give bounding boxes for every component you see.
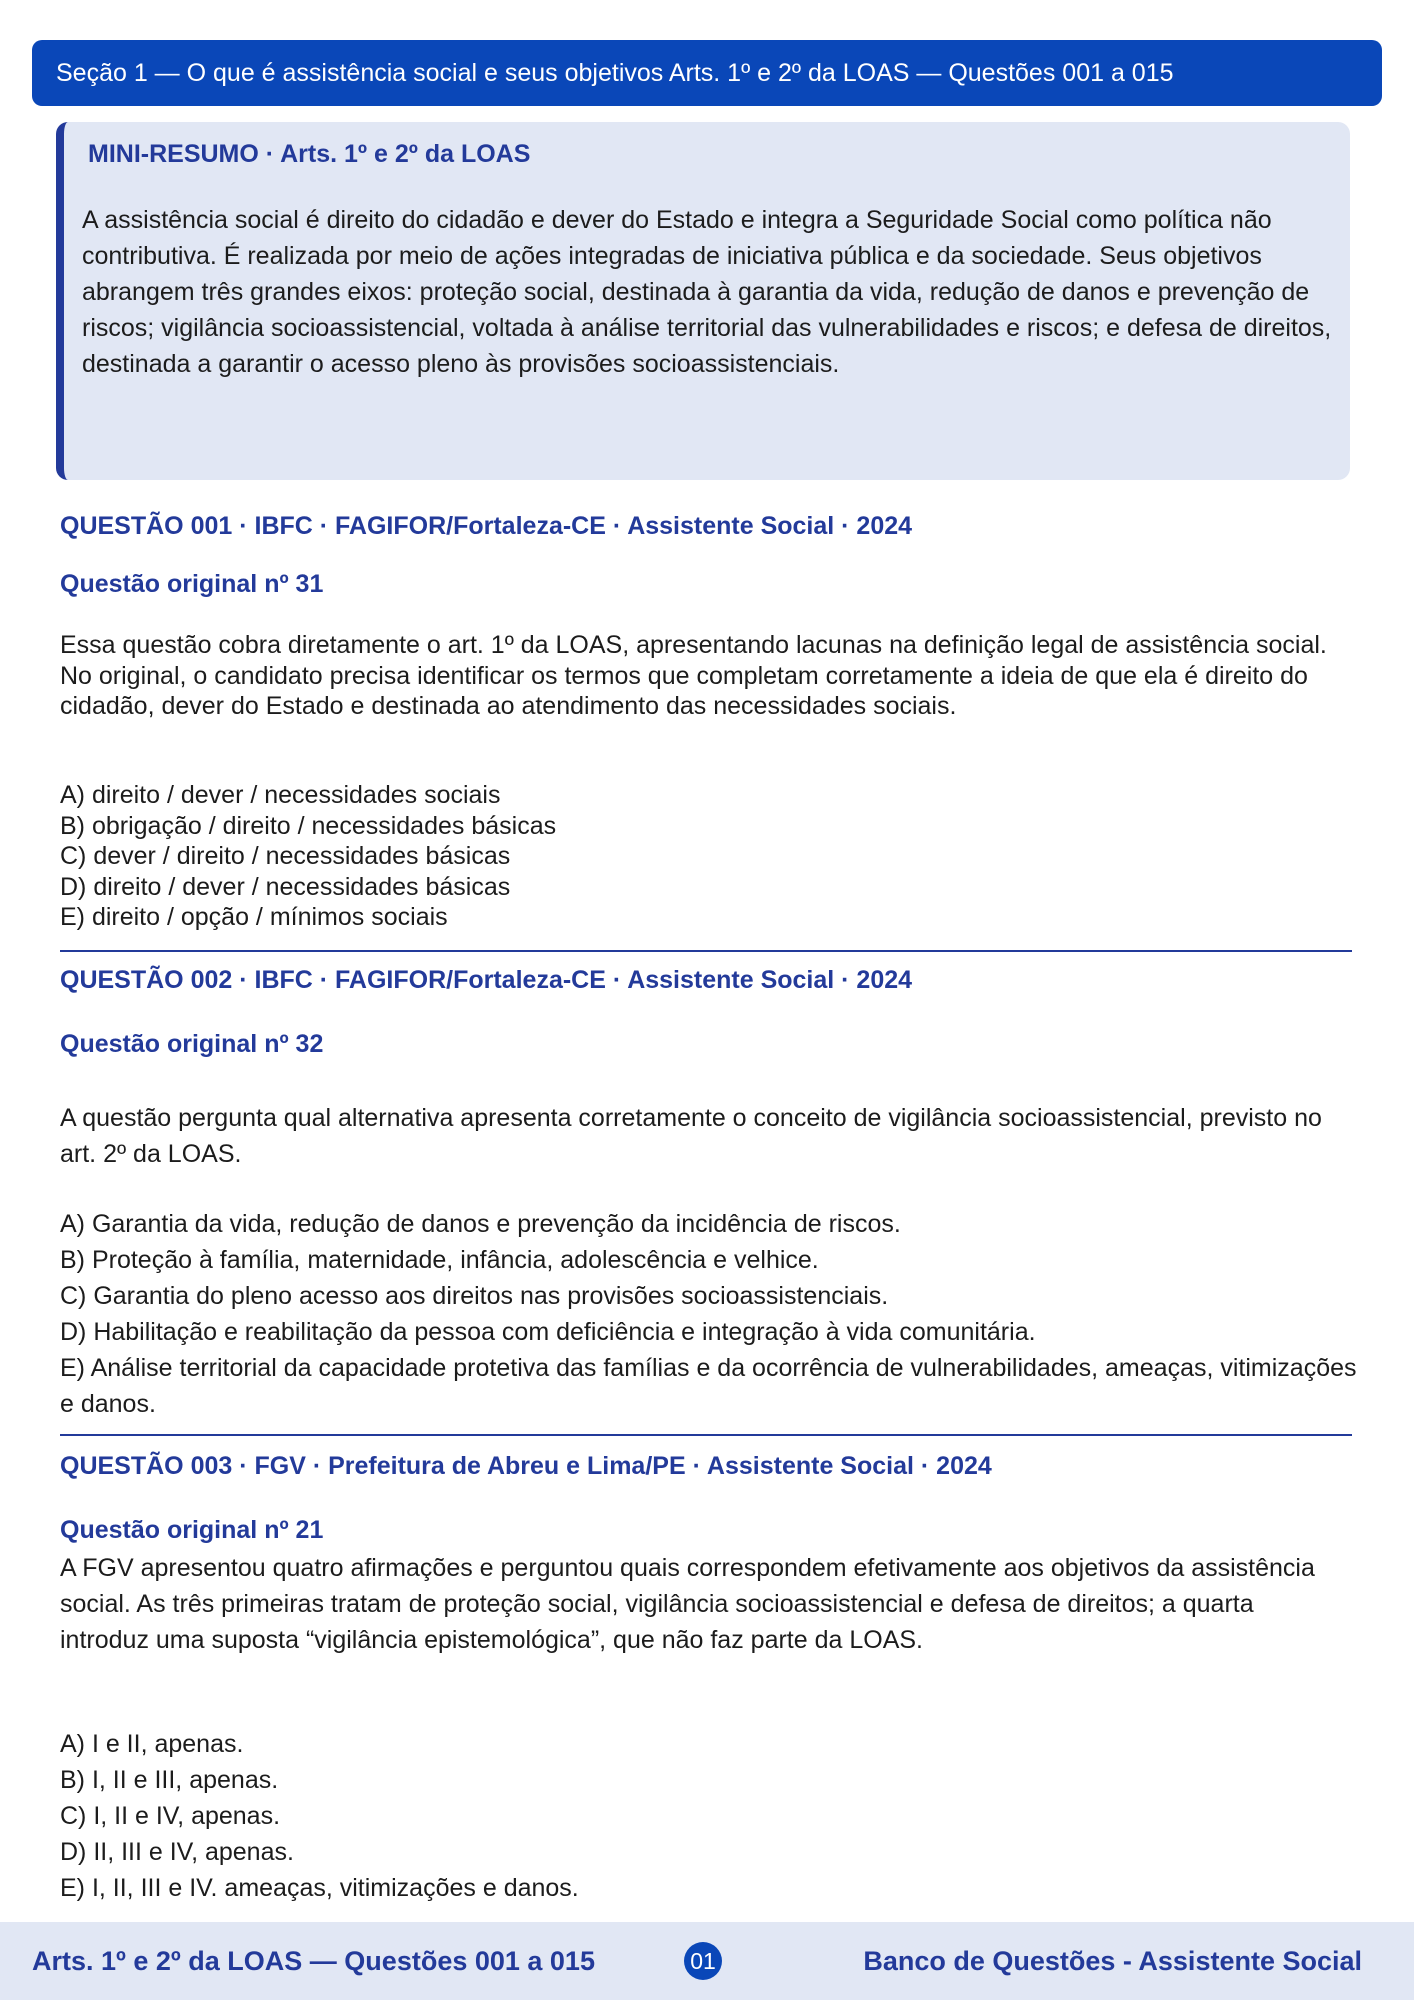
option-c: C) Garantia do pleno acesso aos direitos nas provisões socioassistenciais. xyxy=(60,1282,889,1310)
summary-title: MINI-RESUMO · Arts. 1º e 2º da LOAS xyxy=(88,140,531,168)
option-c: C) dever / direito / necessidades básicas xyxy=(60,842,511,870)
option-b: B) I, II e III, apenas. xyxy=(60,1766,279,1794)
question-001-text: Essa questão cobra diretamente o art. 1º da LOAS, apresentando lacunas na definição legal de assistência social. No original, o candidato precisa identificar os termos que completam corretamente a ideia de que ela é direito do cidadão, dever do Estado e destinada ao atendimento das necessidades sociais. xyxy=(60,631,1327,720)
option-e: E) Análise territorial da capacidade protetiva das famílias e da ocorrência de vulnerabilidades, ameaças, vitimizações e danos. xyxy=(60,1354,1357,1418)
question-divider xyxy=(60,950,1352,952)
question-003-original: Questão original nº 21 xyxy=(60,1516,324,1544)
option-a: A) I e II, apenas. xyxy=(60,1730,244,1758)
mini-summary-box xyxy=(56,122,1350,480)
question-002-title: QUESTÃO 002 · IBFC · FAGIFOR/Fortaleza-CE · Assistente Social · 2024 xyxy=(60,966,913,994)
option-d: D) II, III e IV, apenas. xyxy=(60,1838,294,1866)
question-003-options xyxy=(60,1726,1360,1906)
option-e: E) direito / opção / mínimos sociais xyxy=(60,903,448,931)
question-002-text: A questão pergunta qual alternativa apresenta corretamente o conceito de vigilância socioassistencial, previsto no art. 2º da LOAS. xyxy=(60,1104,1322,1168)
option-b: B) Proteção à família, maternidade, infância, adolescência e velhice. xyxy=(60,1246,819,1274)
option-a: A) direito / dever / necessidades sociais xyxy=(60,781,501,809)
question-003-text: A FGV apresentou quatro afirmações e perguntou quais correspondem efetivamente aos objetivos da assistência social. As três primeiras tratam de proteção social, vigilância socioassistencial e defesa de direitos; a quarta introduz uma suposta “vigilância epistemológica”, que não faz parte da LOAS. xyxy=(60,1554,1315,1654)
footer-book-title: Banco de Questões - Assistente Social xyxy=(863,1946,1362,1976)
option-e: E) I, II, III e IV. ameaças, vitimizações e danos. xyxy=(60,1874,579,1902)
option-b: B) obrigação / direito / necessidades básicas xyxy=(60,811,557,840)
question-divider xyxy=(60,1434,1352,1436)
section-header: Seção 1 — O que é assistência social e seus objetivos Arts. 1º e 2º da LOAS — Questões 001 a 015 xyxy=(32,40,1382,106)
footer-section-label: Arts. 1º e 2º da LOAS — Questões 001 a 015 xyxy=(32,1946,595,1976)
question-002-options xyxy=(60,1206,1360,1422)
option-c: C) I, II e IV, apenas. xyxy=(60,1802,281,1830)
page-footer xyxy=(0,1922,1414,2000)
question-001-original: Questão original nº 31 xyxy=(60,570,324,598)
option-d: D) direito / dever / necessidades básicas xyxy=(60,872,511,901)
question-001-title: QUESTÃO 001 · IBFC · FAGIFOR/Fortaleza-CE · Assistente Social · 2024 xyxy=(60,512,913,540)
question-001-options xyxy=(60,780,1360,933)
option-d: D) Habilitação e reabilitação da pessoa com deficiência e integração à vida comunitária. xyxy=(60,1318,1036,1346)
question-003-title: QUESTÃO 003 · FGV · Prefeitura de Abreu e Lima/PE · Assistente Social · 2024 xyxy=(60,1452,992,1480)
option-a: A) Garantia da vida, redução de danos e prevenção da incidência de riscos. xyxy=(60,1210,901,1238)
summary-body: A assistência social é direito do cidadão e dever do Estado e integra a Seguridade Social como política não contributiva. É realizada por meio de ações integradas de iniciativa pública e da sociedade. Seus objetivos abrangem três grandes eixos: proteção social, destinada à garantia da vida, redução de danos e prevenção de riscos; vigilância socioassistencial, voltada à análise territorial das vulnerabilidades e riscos; e defesa de direitos, destinada a garantir o acesso pleno às provisões socioassistenciais. xyxy=(82,206,1332,378)
page-number-badge: 01 xyxy=(684,1942,722,1980)
question-002-original: Questão original nº 32 xyxy=(60,1030,324,1058)
